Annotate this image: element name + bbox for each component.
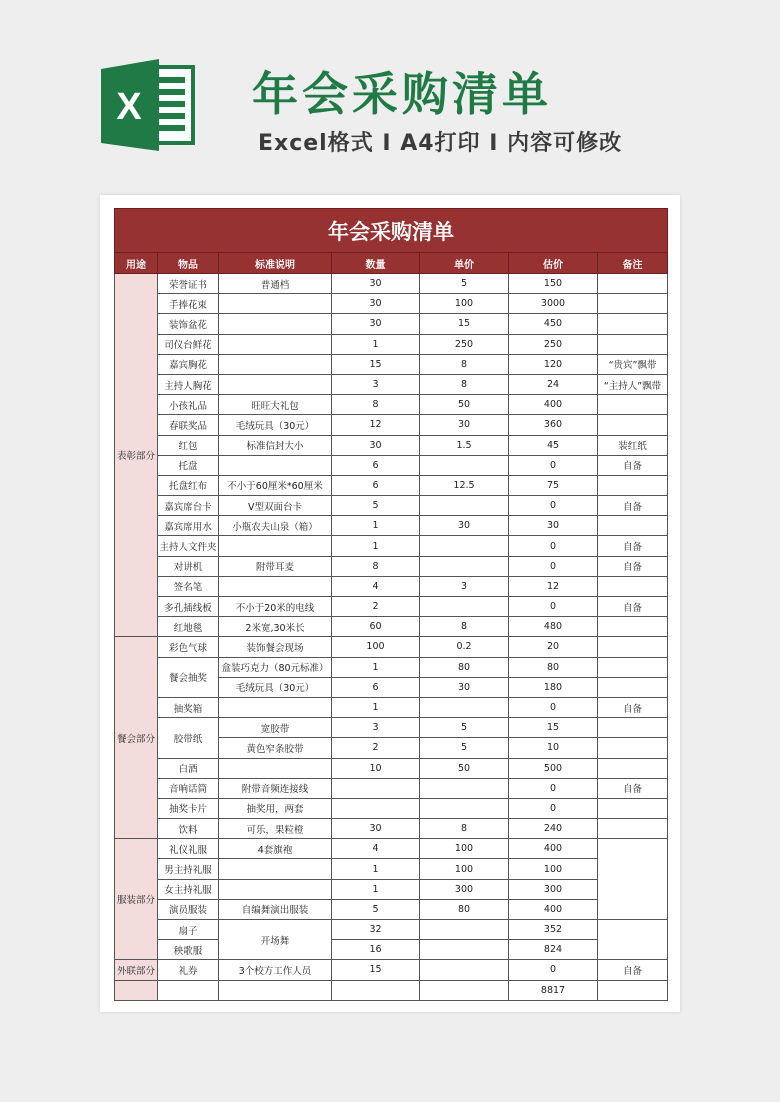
cell-est[interactable]: 500	[509, 758, 598, 778]
table-row	[115, 697, 668, 717]
cell-est[interactable]: 75	[509, 475, 598, 495]
cell-item[interactable]: 抽奖箱	[158, 697, 219, 717]
cell-item[interactable]: 主持人文件夹	[158, 536, 219, 556]
table-header-row	[115, 253, 668, 274]
table-row	[115, 496, 668, 516]
cell-est[interactable]: 240	[509, 819, 598, 839]
cell-group[interactable]: 外联部分	[115, 960, 158, 980]
cell-qty[interactable]	[332, 778, 420, 798]
cell-est[interactable]: 20	[509, 637, 598, 657]
cell-spec[interactable]: 可乐，果粒橙	[219, 819, 332, 839]
cell-est[interactable]: 0	[509, 455, 598, 475]
cell-price[interactable]	[420, 798, 509, 818]
cell-est[interactable]: 150	[509, 274, 598, 294]
cell-est[interactable]: 0	[509, 960, 598, 980]
cell-spec[interactable]: 4套旗袍	[219, 839, 332, 859]
cell-spec[interactable]: 不小于20米的电线	[219, 597, 332, 617]
cell-est[interactable]: 300	[509, 879, 598, 899]
cell-group[interactable]: 餐会部分	[115, 637, 158, 839]
cell-qty[interactable]: 1	[332, 536, 420, 556]
cell-item[interactable]: 餐会抽奖	[158, 657, 219, 697]
cell-price[interactable]: 80	[420, 657, 509, 677]
cell-note[interactable]: 自备	[598, 455, 668, 475]
cell-est[interactable]: 400	[509, 395, 598, 415]
cell-est[interactable]: 3000	[509, 294, 598, 314]
cell-price[interactable]	[420, 697, 509, 717]
cell-qty[interactable]: 1	[332, 657, 420, 677]
cell-spec[interactable]: 3个校方工作人员	[219, 960, 332, 980]
cell-price[interactable]: 50	[420, 395, 509, 415]
cell-item[interactable]: 白酒	[158, 758, 219, 778]
cell-price[interactable]	[420, 536, 509, 556]
cell-qty[interactable]: 12	[332, 415, 420, 435]
cell-spec[interactable]: 毛绒玩具（30元）	[219, 677, 332, 697]
cell-qty[interactable]: 8	[332, 556, 420, 576]
table-row	[115, 597, 668, 617]
cell-item[interactable]: 彩色气球	[158, 637, 219, 657]
cell-price[interactable]: 30	[420, 415, 509, 435]
table-row	[115, 899, 668, 919]
table-row	[115, 778, 668, 798]
cell-spec[interactable]: 盒装巧克力（80元标准）	[219, 657, 332, 677]
cell-note[interactable]	[598, 576, 668, 596]
cell-spec[interactable]	[219, 536, 332, 556]
cell-spec[interactable]	[219, 455, 332, 475]
cell-qty[interactable]: 1	[332, 516, 420, 536]
cell-est[interactable]: 0	[509, 798, 598, 818]
cell-qty[interactable]: 3	[332, 718, 420, 738]
cell-qty[interactable]: 30	[332, 819, 420, 839]
cell-item[interactable]: 礼仪礼服	[158, 839, 219, 859]
cell-qty[interactable]: 30	[332, 294, 420, 314]
column-header-spec: 标准说明	[219, 253, 332, 274]
cell-price[interactable]: 5	[420, 718, 509, 738]
cell-item[interactable]: 秧歌服	[158, 940, 219, 960]
cell-price[interactable]	[420, 778, 509, 798]
cell-qty[interactable]: 1	[332, 334, 420, 354]
cell-price[interactable]: 100	[420, 859, 509, 879]
cell-item[interactable]: 女主持礼服	[158, 879, 219, 899]
cell-price[interactable]: 100	[420, 294, 509, 314]
cell-est[interactable]: 8817	[509, 980, 598, 1000]
cell-item[interactable]: 托盘红布	[158, 475, 219, 495]
cell-spec[interactable]	[219, 314, 332, 334]
cell-est[interactable]: 0	[509, 496, 598, 516]
table-row	[115, 859, 668, 879]
cell-qty[interactable]: 6	[332, 475, 420, 495]
cell-item[interactable]: 小孩礼品	[158, 395, 219, 415]
table-row	[115, 758, 668, 778]
cell-note[interactable]: 自备	[598, 496, 668, 516]
cell-price[interactable]	[420, 597, 509, 617]
cell-item[interactable]: 胶带纸	[158, 718, 219, 758]
table-row	[115, 475, 668, 495]
cell-est[interactable]: 0	[509, 556, 598, 576]
cell-est[interactable]: 0	[509, 697, 598, 717]
cell-price[interactable]: 250	[420, 334, 509, 354]
cell-price[interactable]: 0.2	[420, 637, 509, 657]
cell-qty[interactable]: 8	[332, 395, 420, 415]
cell-spec[interactable]: 2米宽,30米长	[219, 617, 332, 637]
cell-spec[interactable]	[219, 879, 332, 899]
svg-text:X: X	[116, 86, 142, 128]
cell-est[interactable]: 0	[509, 778, 598, 798]
cell-note[interactable]	[598, 516, 668, 536]
table-title: 年会采购清单	[115, 209, 668, 253]
table-row	[115, 718, 668, 738]
table-row	[115, 819, 668, 839]
cell-est[interactable]: 0	[509, 597, 598, 617]
cell-qty[interactable]: 32	[332, 920, 420, 940]
cell-qty[interactable]: 30	[332, 435, 420, 455]
cell-spec[interactable]: 黄色窄条胶带	[219, 738, 332, 758]
cell-est[interactable]: 352	[509, 920, 598, 940]
cell-spec[interactable]: V型双面台卡	[219, 496, 332, 516]
column-header-use: 用途	[115, 253, 158, 274]
table-row	[115, 657, 668, 677]
cell-price[interactable]: 3	[420, 576, 509, 596]
cell-spec[interactable]: 毛绒玩具（30元）	[219, 415, 332, 435]
column-header-estimate: 估价	[509, 253, 598, 274]
cell-spec[interactable]	[219, 980, 332, 1000]
cell-item[interactable]: 礼券	[158, 960, 219, 980]
cell-est[interactable]: 100	[509, 859, 598, 879]
table-row	[115, 980, 668, 1000]
column-header-quantity: 数量	[332, 253, 420, 274]
cell-spec[interactable]: 小瓶农夫山泉（箱）	[219, 516, 332, 536]
cell-note[interactable]	[598, 637, 668, 657]
cell-qty[interactable]: 100	[332, 637, 420, 657]
cell-item[interactable]: 嘉宾席台卡	[158, 496, 219, 516]
table-row	[115, 274, 668, 294]
table-row	[115, 294, 668, 314]
table-row	[115, 374, 668, 394]
cell-price[interactable]	[420, 980, 509, 1000]
cell-note[interactable]	[598, 798, 668, 818]
cell-item[interactable]: 红包	[158, 435, 219, 455]
table-row	[115, 334, 668, 354]
cell-price[interactable]	[420, 940, 509, 960]
cell-est[interactable]: 12	[509, 576, 598, 596]
cell-item[interactable]: 嘉宾席用水	[158, 516, 219, 536]
table-row	[115, 395, 668, 415]
cell-note[interactable]	[598, 839, 668, 920]
cell-item[interactable]: 音响话筒	[158, 778, 219, 798]
cell-price[interactable]: 5	[420, 274, 509, 294]
cell-item[interactable]: 扇子	[158, 920, 219, 940]
table-row	[115, 415, 668, 435]
excel-logo-icon	[101, 57, 197, 153]
table-row	[115, 798, 668, 818]
cell-item[interactable]: 春联奖品	[158, 415, 219, 435]
cell-qty[interactable]: 30	[332, 314, 420, 334]
cell-note[interactable]	[598, 677, 668, 697]
purchase-table	[114, 208, 668, 1001]
cell-item[interactable]: 手捧花束	[158, 294, 219, 314]
cell-item[interactable]: 男主持礼服	[158, 859, 219, 879]
cell-est[interactable]: 450	[509, 314, 598, 334]
cell-qty[interactable]	[332, 798, 420, 818]
cell-spec[interactable]: 自编舞演出服装	[219, 899, 332, 919]
cell-note[interactable]: “贵宾”飘带	[598, 354, 668, 374]
cell-note[interactable]: 自备	[598, 778, 668, 798]
cell-qty[interactable]: 3	[332, 374, 420, 394]
cell-note[interactable]	[598, 334, 668, 354]
cell-item[interactable]: 多孔插线板	[158, 597, 219, 617]
cell-price[interactable]	[420, 556, 509, 576]
table-row	[115, 637, 668, 657]
cell-item[interactable]: 抽奖卡片	[158, 798, 219, 818]
cell-spec[interactable]: 不小于60厘米*60厘米	[219, 475, 332, 495]
cell-est[interactable]: 360	[509, 415, 598, 435]
cell-est[interactable]: 400	[509, 839, 598, 859]
cell-qty[interactable]: 2	[332, 738, 420, 758]
cell-spec[interactable]: 旺旺大礼包	[219, 395, 332, 415]
cell-note[interactable]: 自备	[598, 556, 668, 576]
cell-item[interactable]: 荣誉证书	[158, 274, 219, 294]
cell-spec[interactable]: 宽胶带	[219, 718, 332, 738]
cell-spec[interactable]	[219, 576, 332, 596]
cell-item[interactable]: 托盘	[158, 455, 219, 475]
cell-note[interactable]	[598, 274, 668, 294]
table-row	[115, 314, 668, 334]
cell-price[interactable]	[420, 920, 509, 940]
cell-qty[interactable]: 1	[332, 697, 420, 717]
cell-note[interactable]	[598, 819, 668, 839]
cell-qty[interactable]: 1	[332, 879, 420, 899]
cell-price[interactable]	[420, 455, 509, 475]
table-row	[115, 576, 668, 596]
cell-note[interactable]	[598, 395, 668, 415]
cell-note[interactable]	[598, 475, 668, 495]
cell-qty[interactable]: 4	[332, 839, 420, 859]
cell-item[interactable]: 演员服装	[158, 899, 219, 919]
cell-note[interactable]	[598, 980, 668, 1000]
table-row	[115, 879, 668, 899]
cell-price[interactable]: 300	[420, 879, 509, 899]
cell-qty[interactable]: 5	[332, 899, 420, 919]
cell-spec[interactable]	[219, 697, 332, 717]
cell-price[interactable]: 8	[420, 354, 509, 374]
cell-est[interactable]: 30	[509, 516, 598, 536]
cell-est[interactable]: 400	[509, 899, 598, 919]
cell-item[interactable]: 红地毯	[158, 617, 219, 637]
cell-note[interactable]	[598, 920, 668, 960]
cell-qty[interactable]: 30	[332, 274, 420, 294]
column-header-note: 备注	[598, 253, 668, 274]
cell-spec[interactable]: 抽奖用，两套	[219, 798, 332, 818]
cell-price[interactable]: 100	[420, 839, 509, 859]
cell-qty[interactable]: 6	[332, 677, 420, 697]
cell-item[interactable]: 签名笔	[158, 576, 219, 596]
cell-note[interactable]	[598, 617, 668, 637]
cell-item[interactable]	[158, 980, 219, 1000]
cell-spec[interactable]: 普通档	[219, 274, 332, 294]
page-title: 年会采购清单	[252, 67, 552, 121]
cell-est[interactable]: 10	[509, 738, 598, 758]
column-header-unit-price: 单价	[420, 253, 509, 274]
cell-qty[interactable]	[332, 980, 420, 1000]
cell-note[interactable]: 自备	[598, 960, 668, 980]
cell-group[interactable]	[115, 980, 158, 1000]
cell-group[interactable]: 服装部分	[115, 839, 158, 960]
cell-qty[interactable]: 15	[332, 960, 420, 980]
table-row	[115, 435, 668, 455]
cell-price[interactable]	[420, 496, 509, 516]
cell-price[interactable]: 5	[420, 738, 509, 758]
cell-qty[interactable]: 16	[332, 940, 420, 960]
cell-est[interactable]: 15	[509, 718, 598, 738]
cell-est[interactable]: 45	[509, 435, 598, 455]
table-row	[115, 516, 668, 536]
cell-est[interactable]: 480	[509, 617, 598, 637]
cell-note[interactable]	[598, 718, 668, 738]
cell-price[interactable]: 15	[420, 314, 509, 334]
cell-est[interactable]: 0	[509, 536, 598, 556]
cell-item[interactable]: 主持人胸花	[158, 374, 219, 394]
cell-note[interactable]: 装红纸	[598, 435, 668, 455]
cell-price[interactable]: 80	[420, 899, 509, 919]
cell-price[interactable]: 50	[420, 758, 509, 778]
cell-spec[interactable]	[219, 354, 332, 374]
cell-group[interactable]: 表彰部分	[115, 274, 158, 637]
column-header-item: 物品	[158, 253, 219, 274]
cell-spec[interactable]: 装饰餐会现场	[219, 637, 332, 657]
cell-spec[interactable]	[219, 859, 332, 879]
cell-note[interactable]: 自备	[598, 697, 668, 717]
cell-note[interactable]	[598, 314, 668, 334]
cell-price[interactable]: 30	[420, 677, 509, 697]
cell-note[interactable]: 自备	[598, 597, 668, 617]
table-row	[115, 536, 668, 556]
cell-item[interactable]: 装饰盆花	[158, 314, 219, 334]
table-row	[115, 839, 668, 859]
cell-note[interactable]	[598, 758, 668, 778]
cell-item[interactable]: 嘉宾胸花	[158, 354, 219, 374]
cell-spec[interactable]: 开场舞	[219, 920, 332, 960]
cell-item[interactable]: 饮料	[158, 819, 219, 839]
cell-price[interactable]: 1.5	[420, 435, 509, 455]
cell-note[interactable]	[598, 738, 668, 758]
table-row	[115, 617, 668, 637]
cell-price[interactable]: 12.5	[420, 475, 509, 495]
cell-est[interactable]: 120	[509, 354, 598, 374]
table-row	[115, 556, 668, 576]
cell-note[interactable]: 自备	[598, 536, 668, 556]
cell-price[interactable]: 8	[420, 819, 509, 839]
cell-spec[interactable]	[219, 374, 332, 394]
cell-note[interactable]	[598, 657, 668, 677]
cell-qty[interactable]: 60	[332, 617, 420, 637]
cell-est[interactable]: 80	[509, 657, 598, 677]
cell-qty[interactable]: 15	[332, 354, 420, 374]
cell-note[interactable]	[598, 415, 668, 435]
cell-qty[interactable]: 5	[332, 496, 420, 516]
cell-est[interactable]: 24	[509, 374, 598, 394]
cell-qty[interactable]: 6	[332, 455, 420, 475]
table-row	[115, 920, 668, 940]
cell-spec[interactable]: 附带耳麦	[219, 556, 332, 576]
cell-note[interactable]: “主持人”飘带	[598, 374, 668, 394]
cell-item[interactable]: 对讲机	[158, 556, 219, 576]
cell-qty[interactable]: 4	[332, 576, 420, 596]
cell-price[interactable]	[420, 960, 509, 980]
cell-est[interactable]: 180	[509, 677, 598, 697]
cell-price[interactable]: 8	[420, 374, 509, 394]
cell-qty[interactable]: 1	[332, 859, 420, 879]
cell-spec[interactable]	[219, 334, 332, 354]
cell-item[interactable]: 司仪台鲜花	[158, 334, 219, 354]
cell-spec[interactable]	[219, 758, 332, 778]
cell-qty[interactable]: 10	[332, 758, 420, 778]
table-row	[115, 940, 668, 960]
cell-spec[interactable]: 标准信封大小	[219, 435, 332, 455]
table-row	[115, 960, 668, 980]
cell-price[interactable]: 30	[420, 516, 509, 536]
cell-qty[interactable]: 2	[332, 597, 420, 617]
page-subtitle: Excel格式 I A4打印 I 内容可修改	[258, 131, 623, 156]
cell-est[interactable]: 824	[509, 940, 598, 960]
cell-note[interactable]	[598, 294, 668, 314]
cell-spec[interactable]: 附带音频连接线	[219, 778, 332, 798]
table-row	[115, 354, 668, 374]
table-row	[115, 455, 668, 475]
cell-est[interactable]: 250	[509, 334, 598, 354]
cell-price[interactable]: 8	[420, 617, 509, 637]
cell-spec[interactable]	[219, 294, 332, 314]
